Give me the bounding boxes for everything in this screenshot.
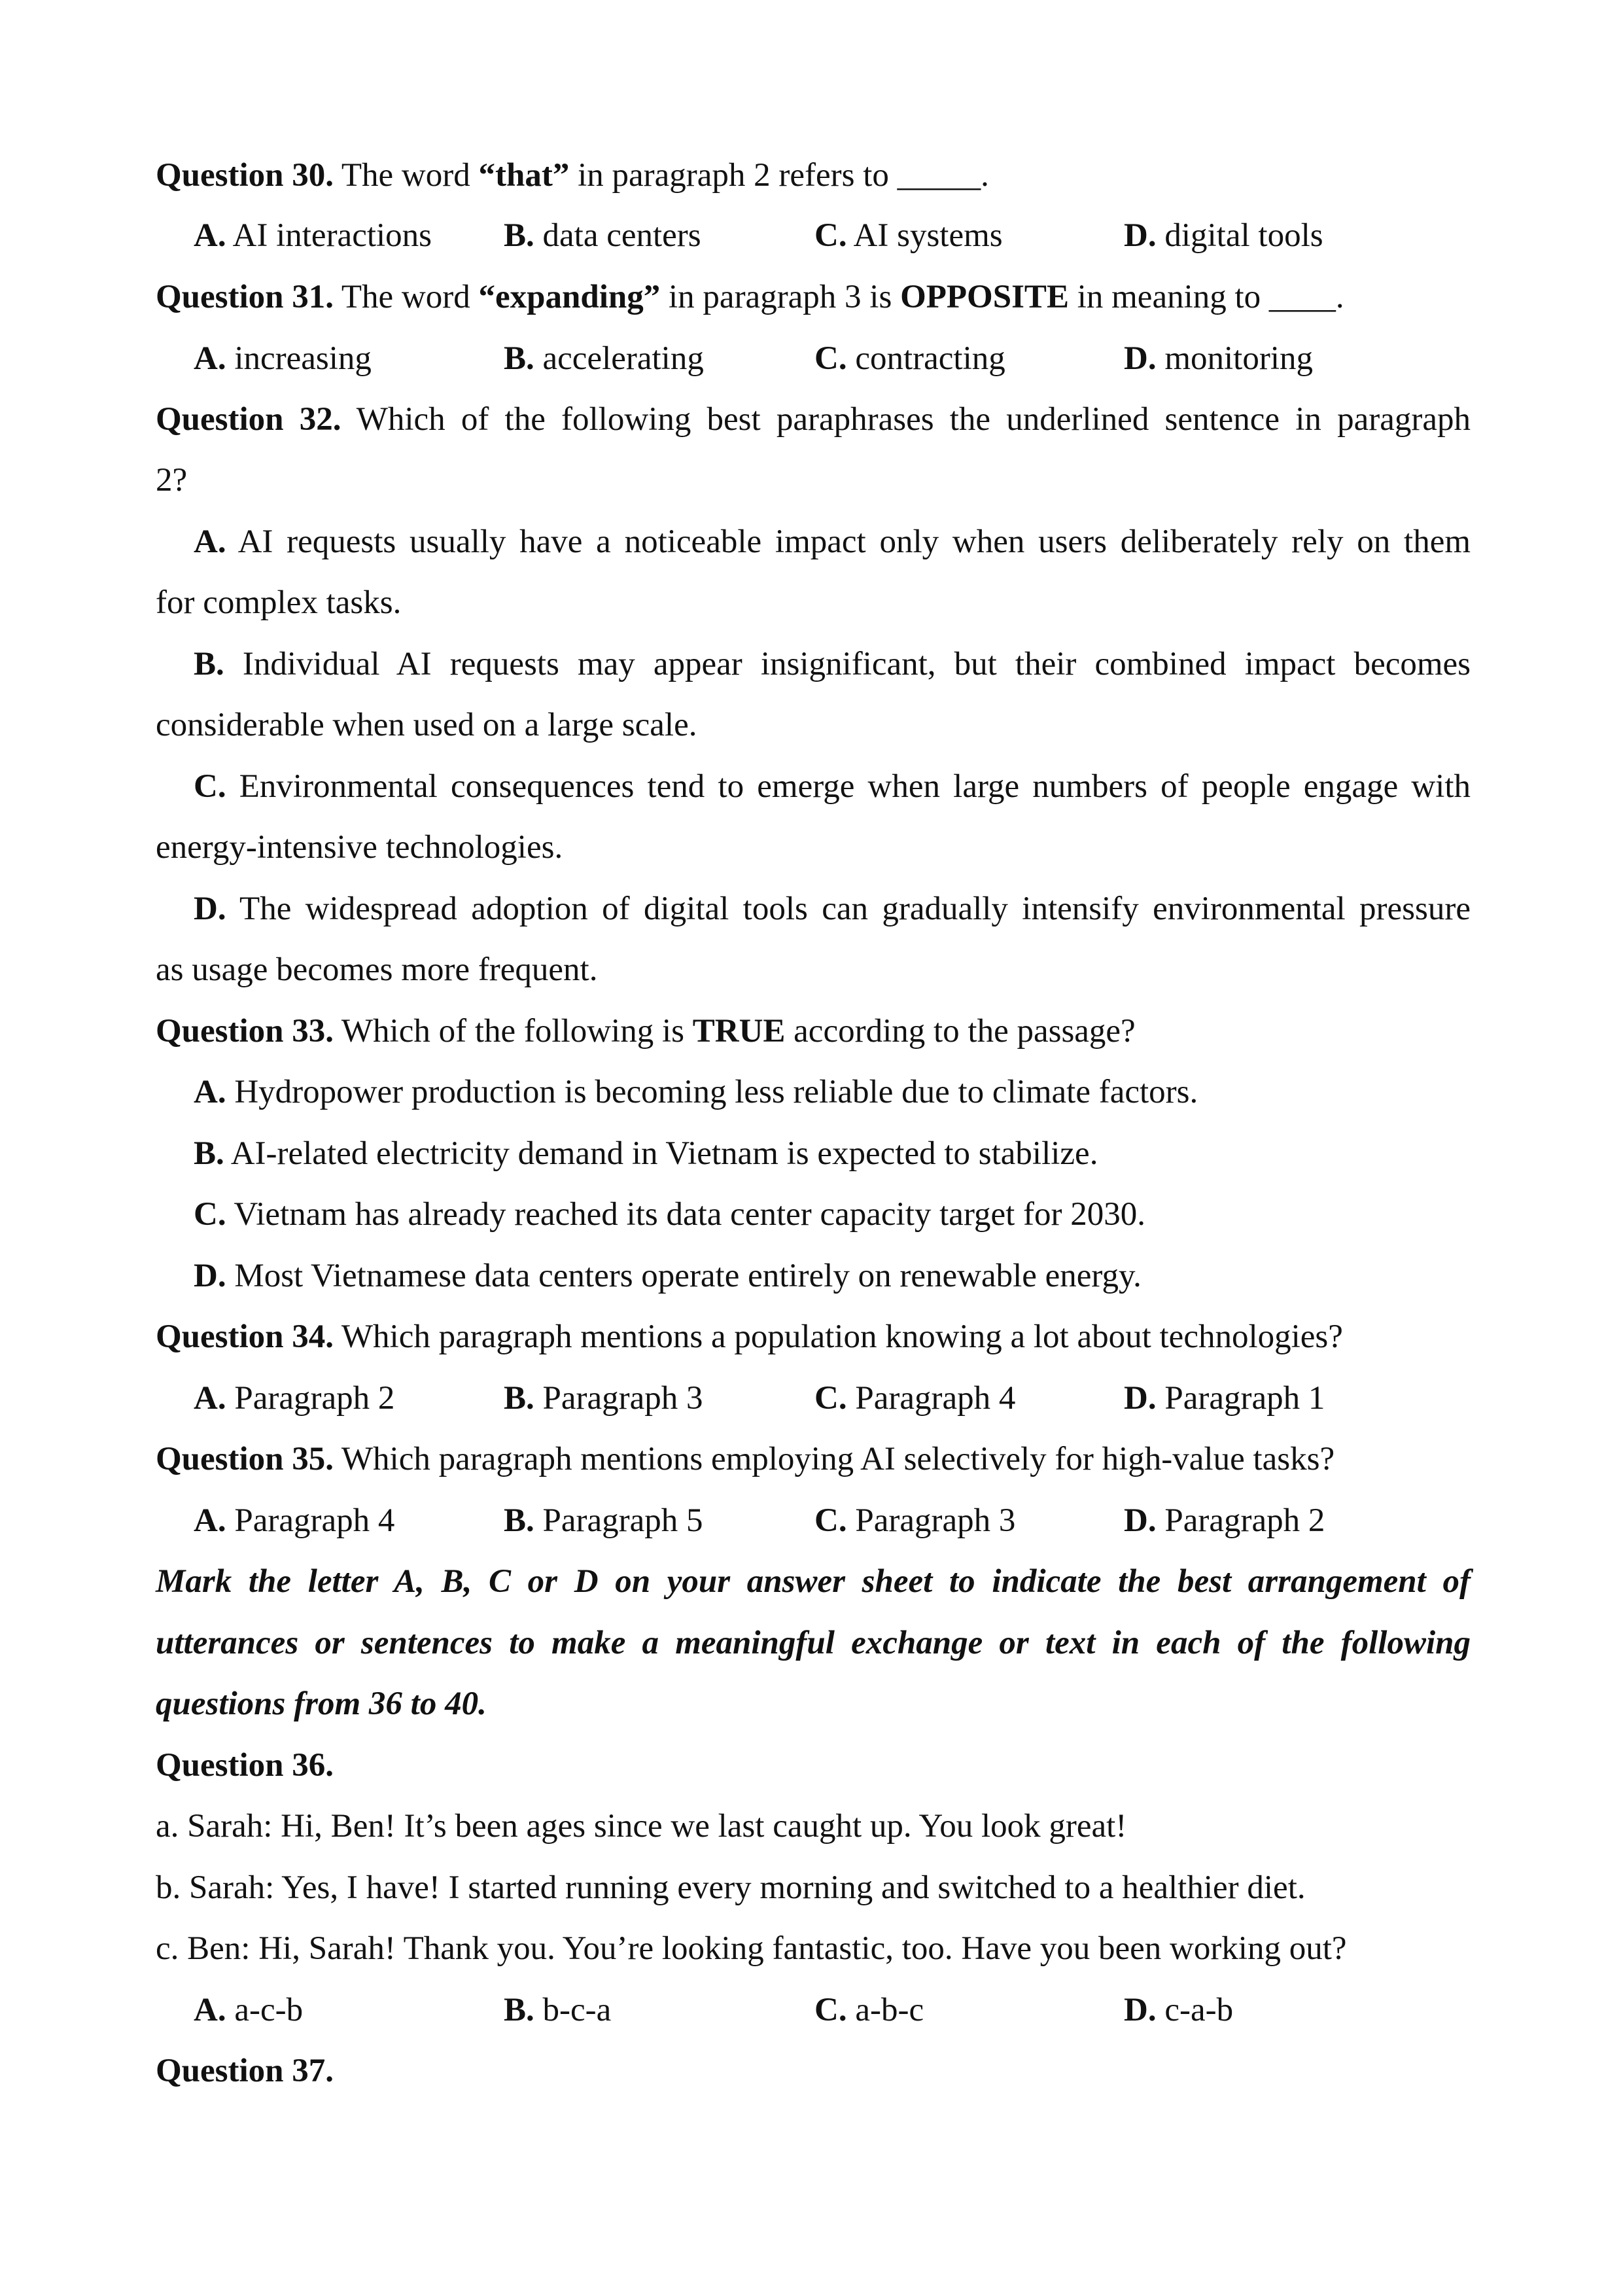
q30-option-c[interactable]: C. AI systems	[814, 217, 1003, 254]
q32-option-c-cont: energy-intensive technologies.	[156, 829, 563, 866]
q36-utterance-a: a. Sarah: Hi, Ben! It’s been ages since we last caught up. You look great!	[156, 1808, 1127, 1845]
q32-option-d[interactable]: D. The widespread adoption of digital tools can gradually intensify environmental pressure	[194, 891, 1471, 927]
q36-utterance-c: c. Ben: Hi, Sarah! Thank you. You’re looking fantastic, too. Have you been working out?	[156, 1930, 1347, 1967]
q36-option-a[interactable]: A. a-c-b	[194, 1992, 304, 2028]
q33-option-b[interactable]: B. AI-related electricity demand in Vietnam is expected to stabilize.	[194, 1135, 1098, 1172]
q30-option-a[interactable]: A. AI interactions	[194, 217, 432, 254]
question-32-stem-cont: 2?	[156, 462, 188, 499]
instruction-line-3: questions from 36 to 40.	[156, 1686, 487, 1722]
question-36-label: Question 36.	[156, 1747, 334, 1784]
q32-option-b[interactable]: B. Individual AI requests may appear insignificant, but their combined impact becomes	[194, 646, 1471, 682]
q32-option-a-cont: for complex tasks.	[156, 584, 402, 621]
question-30-stem: Question 30. The word “that” in paragraph 2 refers to _____.	[156, 157, 989, 194]
question-37-label: Question 37.	[156, 2053, 334, 2089]
q34-option-b[interactable]: B. Paragraph 3	[504, 1380, 703, 1417]
instruction-line-2: utterances or sentences to make a meaningful exchange or text in each of the following	[156, 1625, 1471, 1661]
question-35-stem: Question 35. Which paragraph mentions employing AI selectively for high-value tasks?	[156, 1441, 1335, 1477]
q31-option-b[interactable]: B. accelerating	[504, 340, 704, 377]
q36-utterance-b: b. Sarah: Yes, I have! I started running every morning and switched to a healthier diet.	[156, 1869, 1306, 1906]
q33-option-c[interactable]: C. Vietnam has already reached its data center capacity target for 2030.	[194, 1196, 1146, 1233]
question-32-stem: Question 32. Which of the following best paraphrases the underlined sentence in paragraph	[156, 401, 1471, 438]
q31-option-d[interactable]: D. monitoring	[1124, 340, 1314, 377]
q33-option-d[interactable]: D. Most Vietnamese data centers operate entirely on renewable energy.	[194, 1258, 1142, 1294]
q36-option-b[interactable]: B. b-c-a	[504, 1992, 612, 2028]
q35-option-b[interactable]: B. Paragraph 5	[504, 1502, 703, 1539]
q34-option-c[interactable]: C. Paragraph 4	[814, 1380, 1016, 1417]
q31-option-c[interactable]: C. contracting	[814, 340, 1005, 377]
q31-option-a[interactable]: A. increasing	[194, 340, 372, 377]
q35-option-d[interactable]: D. Paragraph 2	[1124, 1502, 1325, 1539]
q30-option-d[interactable]: D. digital tools	[1124, 217, 1323, 254]
q36-option-d[interactable]: D. c-a-b	[1124, 1992, 1234, 2028]
q32-option-c[interactable]: C. Environmental consequences tend to emerge when large numbers of people engage with	[194, 768, 1471, 805]
question-31-stem: Question 31. The word “expanding” in paragraph 3 is OPPOSITE in meaning to ____.	[156, 279, 1344, 315]
instruction-line-1: Mark the letter A, B, C or D on your answer sheet to indicate the best arrangement of	[156, 1563, 1471, 1600]
q34-option-d[interactable]: D. Paragraph 1	[1124, 1380, 1325, 1417]
q35-option-a[interactable]: A. Paragraph 4	[194, 1502, 395, 1539]
q32-option-b-cont: considerable when used on a large scale.	[156, 707, 697, 743]
q35-option-c[interactable]: C. Paragraph 3	[814, 1502, 1016, 1539]
q32-option-a[interactable]: A. AI requests usually have a noticeable impact only when users deliberately rely on them	[194, 523, 1471, 560]
q34-option-a[interactable]: A. Paragraph 2	[194, 1380, 395, 1417]
q36-option-c[interactable]: C. a-b-c	[814, 1992, 924, 2028]
q30-option-b[interactable]: B. data centers	[504, 217, 701, 254]
question-34-stem: Question 34. Which paragraph mentions a population knowing a lot about technologies?	[156, 1318, 1343, 1355]
question-33-stem: Question 33. Which of the following is TRUE according to the passage?	[156, 1013, 1136, 1050]
q32-option-d-cont: as usage becomes more frequent.	[156, 951, 598, 988]
q33-option-a[interactable]: A. Hydropower production is becoming less reliable due to climate factors.	[194, 1074, 1198, 1110]
